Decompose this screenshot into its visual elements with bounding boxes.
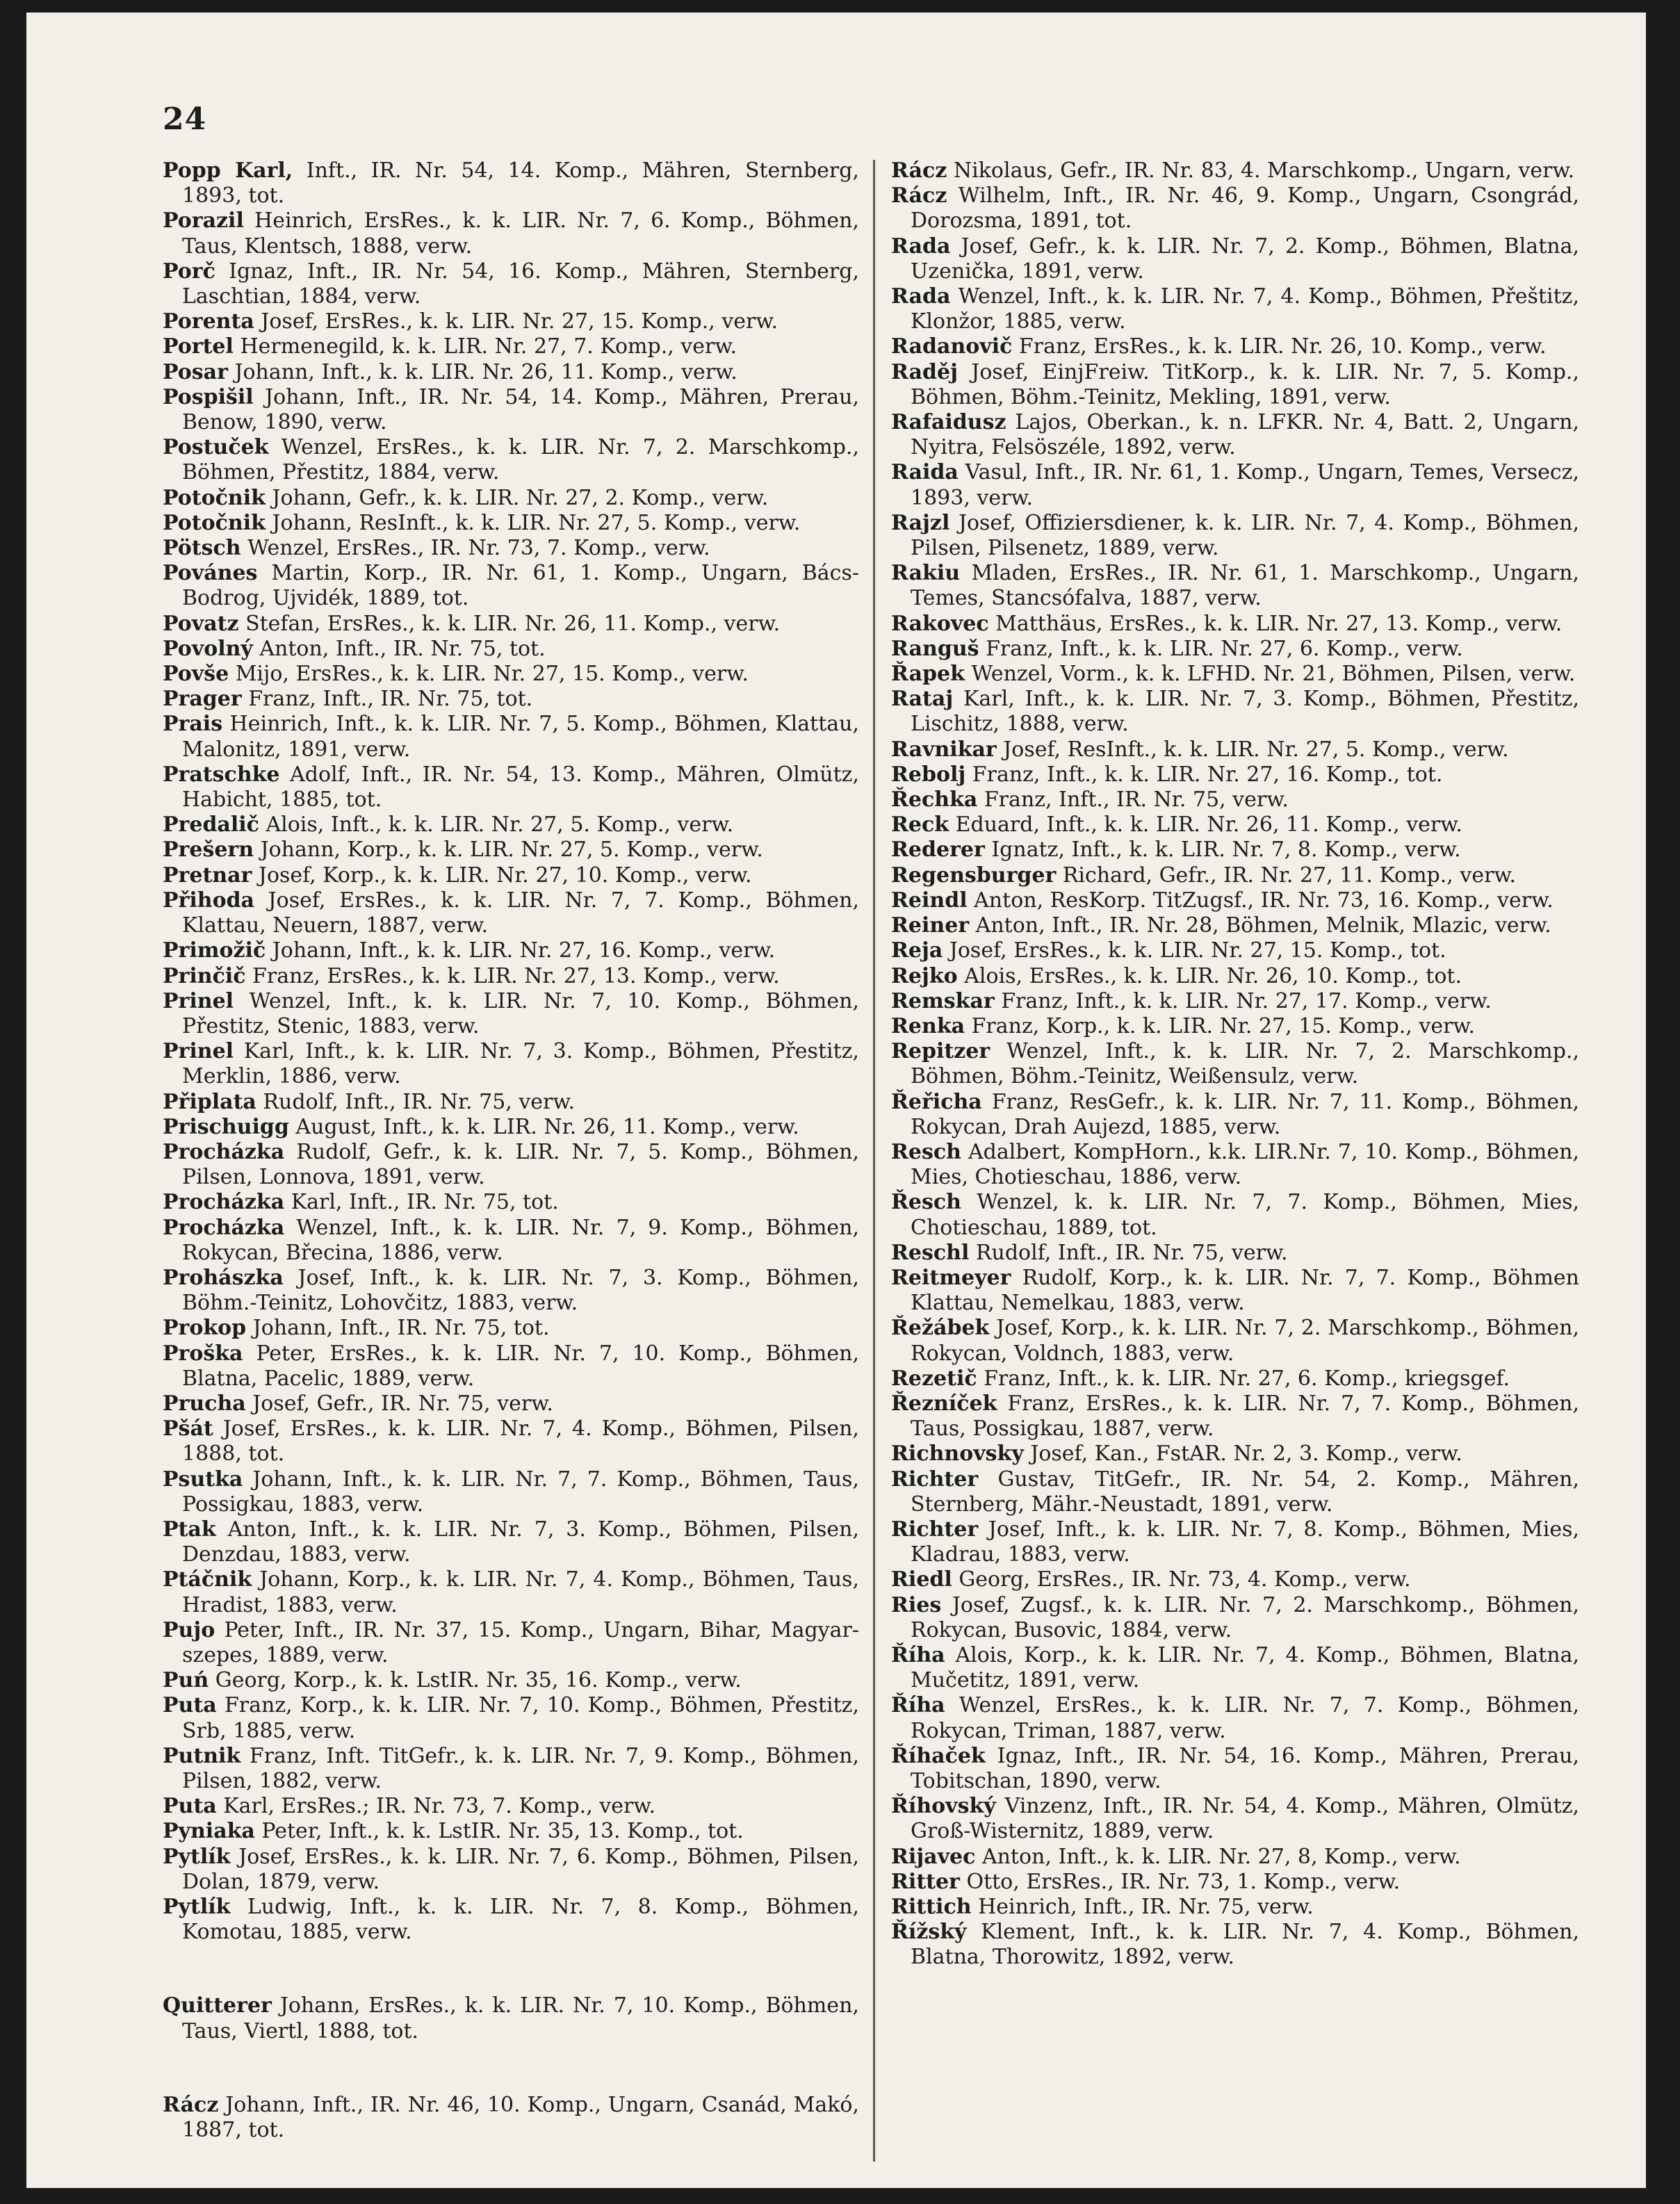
register-entry <box>891 964 1579 989</box>
right-column <box>891 158 1579 1970</box>
entry-details: Franz, Inft., IR. Nr. 75, tot. <box>241 687 533 712</box>
entry-details: Eduard, Inft., k. k. LIR. Nr. 26, 11. Komp., verw. <box>949 813 1462 838</box>
register-entry <box>891 787 1579 813</box>
entry-details: Ignatz, Inft., k. k. LIR. Nr. 7, 8. Komp., verw. <box>984 838 1461 863</box>
entry-surname: Říhaček <box>891 1743 986 1768</box>
entry-details: Josef, Kan., FstAR. Nr. 2, 3. Komp., verw. <box>1023 1442 1462 1467</box>
register-entry <box>163 1819 859 1844</box>
register-entry <box>163 1090 859 1115</box>
entry-details: Wilhelm, Inft., IR. Nr. 46, 9. Komp., Ungarn, Csongrád, Dorozsma, 1891, tot. <box>911 183 1579 234</box>
entry-surname: Reitmeyer <box>891 1265 1011 1290</box>
register-entry <box>891 511 1579 561</box>
register-entry <box>163 1668 859 1693</box>
register-entry <box>163 863 859 888</box>
entry-surname: Rejko <box>891 963 958 988</box>
entry-details: Adalbert, KompHorn., k.k. LIR.Nr. 7, 10. Komp., Böhmen, Mies, Chotieschau, 1886, verw. <box>911 1139 1579 1190</box>
register-entry <box>163 1567 859 1617</box>
entry-surname: Pospišil <box>163 384 254 409</box>
entry-surname: Pšát <box>163 1417 213 1442</box>
register-entry <box>163 687 859 712</box>
register-entry <box>891 637 1579 662</box>
entry-details: Josef, Zugsf., k. k. LIR. Nr. 7, 2. Marschkomp., Böhmen, Rokycan, Busovic, 1884, verw. <box>911 1592 1579 1642</box>
entry-surname: Rakiu <box>891 561 961 586</box>
entry-surname: Povánes <box>163 561 258 586</box>
entry-details: Karl, Inft., k. k. LIR. Nr. 7, 3. Komp., Böhmen, Přestitz, Lischitz, 1888, verw. <box>911 687 1579 737</box>
entry-surname: Prinel <box>163 1039 234 1064</box>
entry-details: Alois, Inft., k. k. LIR. Nr. 27, 5. Komp., verw. <box>259 813 734 838</box>
register-entry <box>163 637 859 662</box>
entry-details: Josef, Inft., k. k. LIR. Nr. 7, 8. Komp., Böhmen, Mies, Kladrau, 1883, verw. <box>911 1517 1579 1567</box>
register-entry <box>891 1140 1579 1190</box>
entry-surname: Proška <box>163 1341 243 1366</box>
register-entry <box>891 813 1579 838</box>
entry-details: Ignaz, Inft., IR. Nr. 54, 16. Komp., Mähren, Prerau, Tobitschan, 1890, verw. <box>911 1743 1579 1793</box>
entry-surname: Ritter <box>891 1869 960 1894</box>
entry-details: Johann, Inft., IR. Nr. 54, 14. Komp., Mähren, Prerau, Benow, 1890, verw. <box>182 384 859 435</box>
entry-details: Rudolf, Inft., IR. Nr. 75, verw. <box>256 1089 576 1114</box>
entry-surname: Postuček <box>163 435 269 460</box>
register-entry <box>891 460 1579 510</box>
entry-surname: Povolný <box>163 636 253 661</box>
entry-surname: Reschl <box>891 1240 970 1265</box>
entry-details: Franz, Korp., k. k. LIR. Nr. 7, 10. Komp., Böhmen, Přestitz, Srb, 1885, verw. <box>182 1693 859 1743</box>
register-entry <box>891 1517 1579 1567</box>
entry-surname: Povatz <box>163 611 239 636</box>
entry-details: Peter, Inft., IR. Nr. 37, 15. Komp., Ungarn, Bihar, Magyar-szepes, 1889, verw. <box>182 1617 859 1667</box>
entry-details: Karl, Inft., k. k. LIR. Nr. 7, 3. Komp., Böhmen, Přestitz, Merklin, 1886, verw. <box>182 1039 859 1089</box>
entry-details: Johann, Inft., k. k. LIR. Nr. 7, 7. Komp., Böhmen, Taus, Possigkau, 1883, verw. <box>182 1467 859 1517</box>
entry-surname: Raděj <box>891 359 958 384</box>
register-entry <box>163 334 859 359</box>
register-entry <box>891 1090 1579 1140</box>
register-entry <box>163 888 859 938</box>
register-entry <box>891 1039 1579 1089</box>
register-entry <box>891 1014 1579 1039</box>
entry-surname: Resch <box>891 1139 961 1164</box>
entry-details: Rudolf, Korp., k. k. LIR. Nr. 7, 7. Komp., Böhmen Klattau, Nemelkau, 1883, verw. <box>911 1265 1579 1316</box>
entry-details: Anton, Inft., IR. Nr. 28, Böhmen, Melnik, Mlazic, verw. <box>969 913 1551 938</box>
entry-details: Peter, ErsRes., k. k. LIR. Nr. 7, 10. Komp., Böhmen, Blatna, Pacelic, 1889, verw. <box>182 1341 859 1391</box>
entry-surname: Primožič <box>163 938 266 963</box>
register-entry <box>891 1920 1579 1970</box>
register-entry <box>891 1870 1579 1895</box>
entry-details: Josef, Gefr., IR. Nr. 75, verw. <box>245 1391 553 1416</box>
entry-details: Richard, Gefr., IR. Nr. 27, 11. Komp., verw. <box>1056 863 1517 888</box>
entry-surname: Richter <box>891 1517 979 1542</box>
register-entry <box>163 1517 859 1567</box>
register-entry <box>163 360 859 385</box>
entry-details: Martin, Korp., IR. Nr. 61, 1. Komp., Ungarn, Bács-Bodrog, Ujvidék, 1889, tot. <box>182 561 859 611</box>
register-entry <box>891 612 1579 637</box>
entry-details: Franz, ErsRes., k. k. LIR. Nr. 7, 7. Komp., Böhmen, Taus, Possigkau, 1887, verw. <box>911 1391 1579 1442</box>
register-entry <box>891 938 1579 963</box>
entry-details: Josef, ErsRes., k. k. LIR. Nr. 7, 4. Komp., Böhmen, Pilsen, 1888, tot. <box>182 1417 859 1467</box>
register-entry <box>891 838 1579 863</box>
entry-surname: Porč <box>163 259 215 284</box>
register-entry <box>163 1039 859 1089</box>
entry-details: August, Inft., k. k. LIR. Nr. 26, 11. Komp., verw. <box>288 1114 799 1139</box>
entry-surname: Pytlík <box>163 1844 231 1869</box>
register-entry <box>891 158 1579 183</box>
register-entry <box>163 1190 859 1215</box>
entry-details: Johann, Gefr., k. k. LIR. Nr. 27, 2. Komp., verw. <box>265 485 769 510</box>
register-entry <box>163 209 859 259</box>
register-entry <box>163 1115 859 1140</box>
entry-details: Franz, Inft., k. k. LIR. Nr. 27, 17. Komp., verw. <box>994 988 1492 1013</box>
entry-details: Mladen, ErsRes., IR. Nr. 61, 1. Marschkomp., Ungarn, Temes, Stancsófalva, 1887, verw. <box>911 561 1579 611</box>
register-entry <box>163 662 859 687</box>
register-entry <box>163 158 859 209</box>
entry-surname: Řežábek <box>891 1316 990 1341</box>
register-entry <box>891 1567 1579 1592</box>
entry-surname: Prinel <box>163 988 234 1013</box>
register-entry <box>163 1744 859 1794</box>
register-entry <box>891 1391 1579 1442</box>
entry-details: Josef, Offiziersdiener, k. k. LIR. Nr. 7, 4. Komp., Böhmen, Pilsen, Pilsenetz, 1889, verw. <box>911 510 1579 561</box>
entry-details: Johann, Korp., k. k. LIR. Nr. 7, 4. Komp., Böhmen, Taus, Hradist, 1883, verw. <box>182 1567 859 1617</box>
entry-surname: Repitzer <box>891 1039 990 1064</box>
entry-surname: Potočnik <box>163 485 266 510</box>
entry-details: Klement, Inft., k. k. LIR. Nr. 7, 4. Komp., Böhmen, Blatna, Thorowitz, 1892, verw. <box>911 1920 1579 1970</box>
entry-surname: Psutka <box>163 1467 243 1492</box>
entry-surname: Řechka <box>891 787 978 813</box>
entry-details: Franz, Inft. TitGefr., k. k. LIR. Nr. 7, 9. Komp., Böhmen, Pilsen, 1882, verw. <box>182 1743 859 1793</box>
entry-details: Heinrich, ErsRes., k. k. LIR. Nr. 7, 6. Komp., Böhmen, Taus, Klentsch, 1888, verw. <box>182 209 859 259</box>
entry-surname: Reindl <box>891 888 968 913</box>
entry-details: Rudolf, Gefr., k. k. LIR. Nr. 7, 5. Komp., Böhmen, Pilsen, Lonnova, 1891, verw. <box>182 1139 859 1190</box>
entry-surname: Rácz <box>163 2092 219 2117</box>
register-entry <box>891 561 1579 611</box>
register-entry <box>163 385 859 435</box>
page-number: 24 <box>163 101 207 137</box>
register-entry <box>163 712 859 762</box>
entry-surname: Portel <box>163 334 234 359</box>
entry-details: Josef, Inft., k. k. LIR. Nr. 7, 3. Komp., Böhmen, Böhm.-Teinitz, Lohovčitz, 1883, verw. <box>182 1265 859 1316</box>
register-entry <box>891 360 1579 410</box>
register-entry <box>891 1241 1579 1266</box>
entry-surname: Řezníček <box>891 1391 997 1416</box>
entry-surname: Ries <box>891 1592 942 1617</box>
entry-surname: Procházka <box>163 1190 285 1215</box>
entry-details: Franz, Inft., IR. Nr. 75, verw. <box>977 787 1289 813</box>
entry-details: Wenzel, Inft., k. k. LIR. Nr. 7, 4. Komp., Böhmen, Přeštitz, Klonžor, 1885, verw. <box>911 284 1579 334</box>
entry-surname: Prais <box>163 712 223 737</box>
entry-details: Wenzel, ErsRes., IR. Nr. 73, 7. Komp., verw. <box>240 536 710 561</box>
entry-details: Wenzel, ErsRes., k. k. LIR. Nr. 7, 2. Marschkomp., Böhmen, Přestitz, 1884, verw. <box>182 435 859 485</box>
entry-surname: Přihoda <box>163 888 254 913</box>
register-entry <box>891 1895 1579 1920</box>
register-entry <box>163 1895 859 1945</box>
register-entry <box>163 1140 859 1190</box>
entry-details: Alois, ErsRes., k. k. LIR. Nr. 26, 10. Komp., tot. <box>957 963 1462 988</box>
register-entry <box>163 511 859 536</box>
entry-details: Alois, Korp., k. k. LIR. Nr. 7, 4. Komp., Böhmen, Blatna, Mučetitz, 1891, verw. <box>911 1642 1579 1693</box>
entry-surname: Pujo <box>163 1617 215 1642</box>
column-divider <box>873 160 875 2162</box>
entry-surname: Rezetič <box>891 1366 977 1391</box>
entry-surname: Richnovsky <box>891 1442 1024 1467</box>
entry-surname: Rittich <box>891 1895 972 1920</box>
register-entry <box>891 1442 1579 1467</box>
entry-surname: Říhovský <box>891 1794 996 1819</box>
entry-surname: Raida <box>891 460 959 485</box>
entry-surname: Pretnar <box>163 863 252 888</box>
register-entry <box>891 737 1579 762</box>
entry-surname: Rajzl <box>891 510 950 535</box>
register-entry <box>891 1593 1579 1643</box>
entry-details: Gustav, TitGefr., IR. Nr. 54, 2. Komp., Mähren, Sternberg, Mähr.-Neustadt, 1891, verw. <box>911 1467 1579 1517</box>
register-entry <box>163 2093 859 2143</box>
register-entry <box>891 1845 1579 1870</box>
register-entry <box>163 1341 859 1391</box>
register-entry <box>163 989 859 1039</box>
entry-details: Ludwig, Inft., k. k. LIR. Nr. 7, 8. Komp., Böhmen, Komotau, 1885, verw. <box>182 1895 859 1945</box>
entry-details: Josef, ErsRes., k. k. LIR. Nr. 27, 15. Komp., tot. <box>943 938 1446 963</box>
register-entry <box>163 1993 859 2043</box>
register-entry <box>891 1316 1579 1366</box>
register-entry <box>163 1794 859 1819</box>
entry-surname: Posar <box>163 359 228 384</box>
entry-details: Wenzel, ErsRes., k. k. LIR. Nr. 7, 7. Komp., Böhmen, Rokycan, Triman, 1887, verw. <box>911 1693 1579 1743</box>
register-entry <box>891 334 1579 359</box>
entry-details: Anton, Inft., IR. Nr. 75, tot. <box>252 636 546 661</box>
entry-details: Johann, Inft., k. k. LIR. Nr. 27, 16. Komp., verw. <box>266 938 776 963</box>
register-entry <box>163 1417 859 1467</box>
register-entry <box>891 410 1579 460</box>
entry-surname: Prinčič <box>163 963 246 988</box>
entry-details: Franz, Korp., k. k. LIR. Nr. 27, 15. Komp., verw. <box>965 1013 1476 1038</box>
register-entry <box>163 1693 859 1743</box>
entry-surname: Puń <box>163 1668 209 1693</box>
entry-surname: Prager <box>163 687 242 712</box>
entry-details: Josef, ErsRes., k. k. LIR. Nr. 7, 7. Komp., Böhmen, Klattau, Neuern, 1887, verw. <box>182 888 859 938</box>
entry-surname: Regensburger <box>891 863 1057 888</box>
register-entry <box>163 964 859 989</box>
entry-surname: Řeřicha <box>891 1089 982 1114</box>
register-entry <box>891 1190 1579 1240</box>
register-entry <box>891 284 1579 334</box>
entry-surname: Rijavec <box>891 1844 976 1869</box>
entry-surname: Rafaidusz <box>891 410 1006 435</box>
entry-details: Georg, Korp., k. k. LstIR. Nr. 35, 16. Komp., verw. <box>209 1668 742 1693</box>
entry-details: Lajos, Oberkan., k. n. LFKR. Nr. 4, Batt. 2, Ungarn, Nyitra, Felsöszéle, 1892, verw. <box>911 410 1579 460</box>
entry-surname: Rataj <box>891 687 954 712</box>
register-entry <box>891 1266 1579 1316</box>
entry-surname: Reiner <box>891 913 970 938</box>
register-entry <box>163 1467 859 1517</box>
register-entry <box>163 938 859 963</box>
entry-details: Anton, ResKorp. TitZugsf., IR. Nr. 73, 16. Komp., verw. <box>967 888 1553 913</box>
entry-surname: Povše <box>163 662 229 687</box>
entry-surname: Potočnik <box>163 510 266 535</box>
entry-details: Rudolf, Inft., IR. Nr. 75, verw. <box>969 1240 1288 1265</box>
entry-details: Anton, Inft., k. k. LIR. Nr. 27, 8, Komp., verw. <box>975 1844 1461 1869</box>
register-entry <box>891 1467 1579 1517</box>
entry-surname: Rada <box>891 234 951 259</box>
register-entry <box>163 838 859 863</box>
entry-surname: Řesch <box>891 1190 961 1215</box>
entry-details: Johann, Korp., k. k. LIR. Nr. 27, 5. Komp., verw. <box>254 838 763 863</box>
entry-details: Karl, Inft., IR. Nr. 75, tot. <box>284 1190 559 1215</box>
entry-details: Nikolaus, Gefr., IR. Nr. 83, 4. Marschkomp., Ungarn, verw. <box>947 158 1575 183</box>
entry-details: Heinrich, Inft., k. k. LIR. Nr. 7, 5. Komp., Böhmen, Klattau, Malonitz, 1891, verw. <box>182 712 859 762</box>
entry-surname: Rácz <box>891 158 947 183</box>
entry-details: Franz, Inft., k. k. LIR. Nr. 27, 6. Komp., kriegsgef. <box>977 1366 1510 1391</box>
entry-surname: Renka <box>891 1013 965 1038</box>
register-entry <box>163 813 859 838</box>
register-entry <box>891 1366 1579 1391</box>
entry-details: Franz, Inft., k. k. LIR. Nr. 27, 16. Komp., tot. <box>965 762 1443 787</box>
entry-surname: Rebolj <box>891 762 966 787</box>
register-entry <box>891 863 1579 888</box>
entry-details: Ignaz, Inft., IR. Nr. 54, 16. Komp., Mähren, Sternberg, Laschtian, 1884, verw. <box>182 259 859 309</box>
register-entry <box>891 183 1579 234</box>
register-entry <box>163 612 859 637</box>
register-entry <box>163 435 859 485</box>
entry-surname: Remskar <box>891 988 995 1013</box>
register-entry <box>163 561 859 611</box>
register-entry <box>891 888 1579 913</box>
register-entry <box>891 762 1579 787</box>
entry-details: Stefan, ErsRes., k. k. LIR. Nr. 26, 11. Komp., verw. <box>238 611 781 636</box>
entry-details: Otto, ErsRes., IR. Nr. 73, 1. Komp., verw. <box>959 1869 1401 1894</box>
entry-surname: Rácz <box>891 183 947 209</box>
register-entry <box>163 1216 859 1266</box>
entry-details: Franz, ErsRes., k. k. LIR. Nr. 26, 10. Komp., verw. <box>1012 334 1547 359</box>
entry-details: Franz, ResGefr., k. k. LIR. Nr. 7, 11. Komp., Böhmen, Rokycan, Drah Aujezd, 1885, verw. <box>911 1089 1579 1139</box>
entry-surname: Ptak <box>163 1517 216 1542</box>
entry-details: Franz, ErsRes., k. k. LIR. Nr. 27, 13. Komp., verw. <box>245 963 780 988</box>
entry-details: Johann, Inft., IR. Nr. 46, 10. Komp., Ungarn, Csanád, Makó, 1887, tot. <box>182 2092 859 2143</box>
entry-surname: Reja <box>891 938 943 963</box>
entry-surname: Pötsch <box>163 536 241 561</box>
entry-surname: Riedl <box>891 1567 952 1592</box>
entry-surname: Ranguš <box>891 636 979 661</box>
register-entry <box>163 1266 859 1316</box>
entry-surname: Prucha <box>163 1391 246 1416</box>
entry-surname: Quitterer <box>163 1993 272 2018</box>
entry-surname: Řapek <box>891 662 965 687</box>
entry-details: Inft., IR. Nr. 54, 14. Komp., Mähren, Sternberg, 1893, tot. <box>182 158 860 209</box>
register-entry <box>891 687 1579 737</box>
entry-surname: Ptáčnik <box>163 1567 252 1592</box>
entry-surname: Říha <box>891 1693 945 1718</box>
register-entry <box>891 989 1579 1014</box>
left-column <box>163 158 859 2143</box>
entry-surname: Procházka <box>163 1139 285 1164</box>
entry-details: Josef, ResInft., k. k. LIR. Nr. 27, 5. Komp., verw. <box>996 737 1509 762</box>
entry-surname: Puta <box>163 1693 217 1718</box>
entry-surname: Richter <box>891 1467 979 1492</box>
register-entry <box>163 762 859 813</box>
entry-details: Josef, EinjFreiw. TitKorp., k. k. LIR. Nr. 7, 5. Komp., Böhmen, Böhm.-Teinitz, Mekling, 1891, verw. <box>911 359 1579 409</box>
entry-surname: Porenta <box>163 309 254 334</box>
register-entry <box>891 913 1579 938</box>
register-entry <box>163 1845 859 1895</box>
entry-surname: Prešern <box>163 838 254 863</box>
entry-surname: Ravnikar <box>891 737 997 762</box>
entry-surname: Připlata <box>163 1089 256 1114</box>
book-page <box>26 13 1646 2188</box>
entry-surname: Radanovič <box>891 334 1013 359</box>
entry-details: Wenzel, Inft., k. k. LIR. Nr. 7, 9. Komp., Böhmen, Rokycan, Břecina, 1886, verw. <box>182 1215 859 1265</box>
entry-details: Peter, Inft., k. k. LstIR. Nr. 35, 13. Komp., tot. <box>254 1819 744 1844</box>
entry-details: Franz, Inft., k. k. LIR. Nr. 27, 6. Komp., verw. <box>979 636 1463 661</box>
entry-surname: Rederer <box>891 838 985 863</box>
register-entry <box>891 662 1579 687</box>
register-entry <box>891 1744 1579 1794</box>
entry-details: Hermenegild, k. k. LIR. Nr. 27, 7. Komp., verw. <box>233 334 737 359</box>
entry-details: Matthäus, ErsRes., k. k. LIR. Nr. 27, 13. Komp., verw. <box>988 611 1563 636</box>
entry-details: Josef, Gefr., k. k. LIR. Nr. 7, 2. Komp., Böhmen, Blatna, Uzenička, 1891, verw. <box>911 234 1579 284</box>
register-entry <box>163 259 859 309</box>
entry-details: Josef, Korp., k. k. LIR. Nr. 27, 10. Komp., verw. <box>252 863 752 888</box>
register-entry <box>163 1316 859 1341</box>
register-entry <box>163 486 859 511</box>
entry-details: Anton, Inft., k. k. LIR. Nr. 7, 3. Komp., Böhmen, Pilsen, Denzdau, 1883, verw. <box>182 1517 859 1567</box>
entry-surname: Predalič <box>163 813 259 838</box>
entry-surname: Prokop <box>163 1316 247 1341</box>
entry-details: Josef, ErsRes., k. k. LIR. Nr. 7, 6. Komp., Böhmen, Pilsen, Dolan, 1879, verw. <box>182 1844 859 1894</box>
entry-details: Vinzenz, Inft., IR. Nr. 54, 4. Komp., Mähren, Olmütz, Groß-Wisternitz, 1889, verw. <box>911 1794 1579 1844</box>
entry-details: Georg, ErsRes., IR. Nr. 73, 4. Komp., verw. <box>952 1567 1411 1592</box>
entry-surname: Pytlík <box>163 1895 231 1920</box>
entry-details: Mijo, ErsRes., k. k. LIR. Nr. 27, 15. Komp., verw. <box>229 662 749 687</box>
entry-surname: Říha <box>891 1642 945 1667</box>
entry-surname: Puta <box>163 1794 217 1819</box>
register-entry <box>163 536 859 561</box>
entry-surname: Popp Karl, <box>163 158 293 183</box>
entry-surname: Řížský <box>891 1920 967 1945</box>
entry-details: Adolf, Inft., IR. Nr. 54, 13. Komp., Mähren, Olmütz, Habicht, 1885, tot. <box>182 762 859 813</box>
register-entry <box>891 1794 1579 1844</box>
entry-details: Karl, ErsRes.; IR. Nr. 73, 7. Komp., verw. <box>216 1794 655 1819</box>
entry-surname: Putnik <box>163 1743 241 1768</box>
entry-details: Wenzel, Inft., k. k. LIR. Nr. 7, 2. Marschkomp., Böhmen, Böhm.-Teinitz, Weißensulz, verw. <box>911 1039 1579 1089</box>
entry-surname: Pyniaka <box>163 1819 255 1844</box>
entry-surname: Pratschke <box>163 762 280 787</box>
entry-surname: Rada <box>891 284 951 309</box>
entry-details: Josef, ErsRes., k. k. LIR. Nr. 27, 15. Komp., verw. <box>254 309 778 334</box>
register-entry <box>891 234 1579 284</box>
entry-details: Johann, Inft., IR. Nr. 75, tot. <box>246 1316 550 1341</box>
entry-surname: Reck <box>891 813 949 838</box>
entry-surname: Porazil <box>163 209 244 234</box>
entry-details: Johann, ErsRes., k. k. LIR. Nr. 7, 10. Komp., Böhmen, Taus, Viertl, 1888, tot. <box>182 1993 859 2043</box>
entry-details: Wenzel, k. k. LIR. Nr. 7, 7. Komp., Böhmen, Mies, Chotieschau, 1889, tot. <box>911 1190 1579 1240</box>
entry-details: Wenzel, Vorm., k. k. LFHD. Nr. 21, Böhmen, Pilsen, verw. <box>964 662 1576 687</box>
register-entry <box>163 1618 859 1668</box>
register-entry <box>163 1391 859 1417</box>
entry-surname: Rakovec <box>891 611 989 636</box>
entry-details: Josef, Korp., k. k. LIR. Nr. 7, 2. Marschkomp., Böhmen, Rokycan, Voldnch, 1883, verw. <box>911 1316 1579 1366</box>
entry-details: Johann, Inft., k. k. LIR. Nr. 26, 11. Komp., verw. <box>227 359 737 384</box>
entry-details: Heinrich, Inft., IR. Nr. 75, verw. <box>971 1895 1314 1920</box>
entry-details: Johann, ResInft., k. k. LIR. Nr. 27, 5. Komp., verw. <box>265 510 801 535</box>
entry-surname: Prohászka <box>163 1265 284 1290</box>
entry-details: Wenzel, Inft., k. k. LIR. Nr. 7, 10. Komp., Böhmen, Přestitz, Stenic, 1883, verw. <box>182 988 859 1038</box>
entry-details: Vasul, Inft., IR. Nr. 61, 1. Komp., Ungarn, Temes, Versecz, 1893, verw. <box>911 460 1579 510</box>
entry-surname: Prischuigg <box>163 1114 289 1139</box>
register-entry <box>891 1693 1579 1743</box>
register-entry <box>163 309 859 334</box>
entry-surname: Procházka <box>163 1215 285 1240</box>
register-entry <box>891 1643 1579 1693</box>
